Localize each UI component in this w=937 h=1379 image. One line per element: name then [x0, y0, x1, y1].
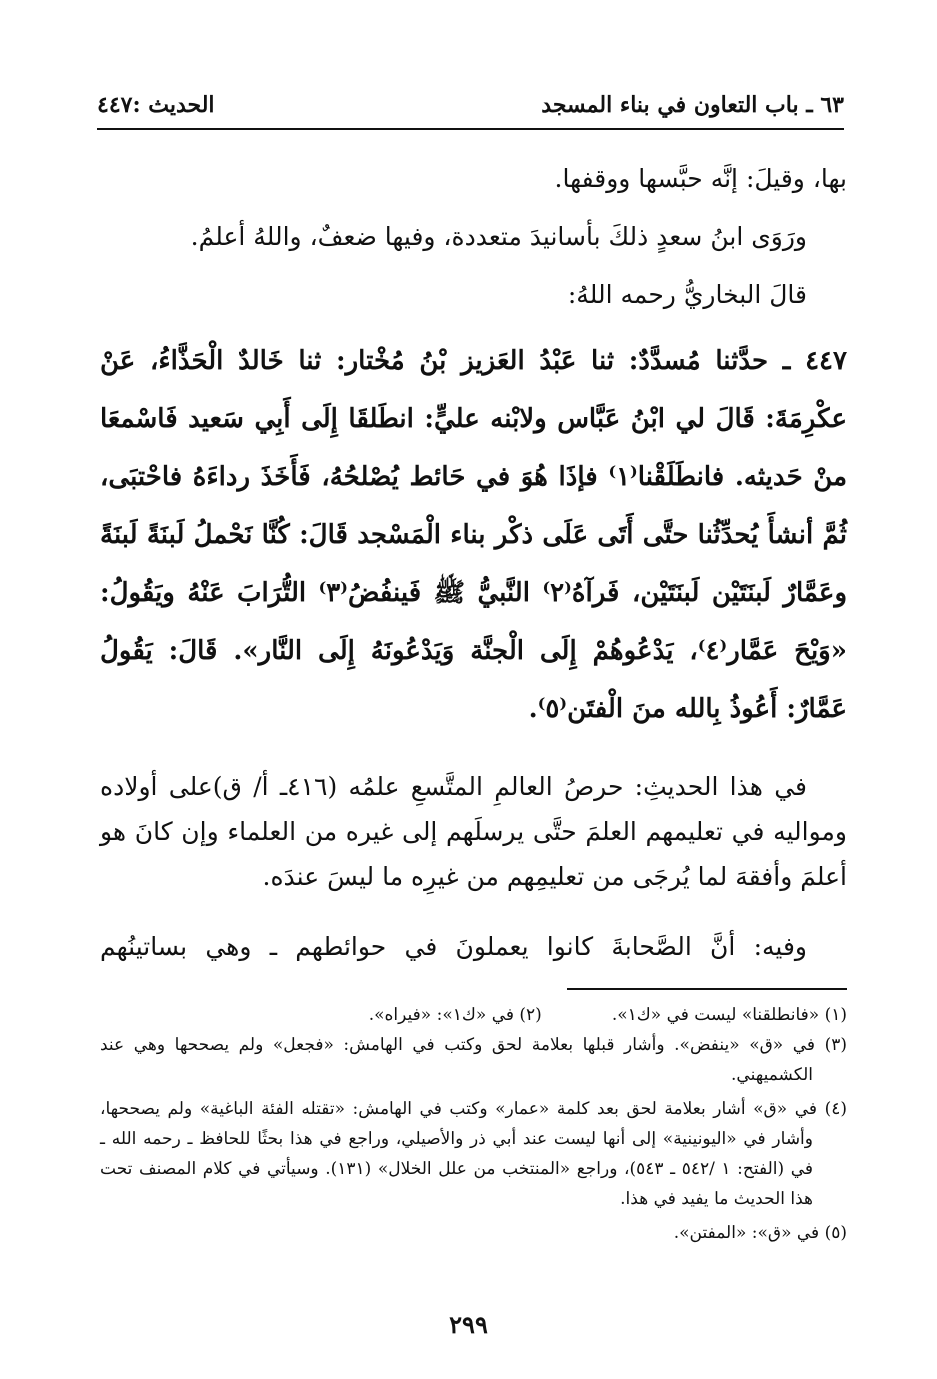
header-divider [97, 128, 844, 130]
footnote-3: (٣) في «ق» «ينفض». وأشار قبلها بعلامة لحق وكتب في الهامش: «فجعل» ولم يصححها وهي عند الكشميهني. [100, 1035, 847, 1085]
paragraph-bukhari-intro: قالَ البخاريُّ رحمه اللهُ: [567, 280, 807, 309]
footnote-1: (١) «فانطلقنا» ليست في «ك١». [611, 1005, 847, 1025]
footnote-divider [567, 988, 847, 990]
hadith-text: ٤٤٧ ـ حدَّثنا مُسدَّدٌ: ثنا عَبْدُ العَزيز بْنُ مُخْتار: ثنا خَالدٌ الْحَذَّاءُ، عَنْ عكْرِمَةَ: قَالَ لي ابْنُ عَبَّاس ولابْنه عليٍّ: انطَلقَا إِلَى أَبِي سَعيد فَاسْمعَا منْ حَديثه. فانطَلَقْنا⁽١⁾ فإذَا هُوَ في حَائط يُصْلحُهُ، فَأَخَذَ رداءَهُ فاحْتبَى، ثُمَّ أنشأَ يُحدِّثُنا حتَّى أَتَى عَلَى ذكْر بناء الْمَسْجد قَالَ: كُنَّا نَحْملُ لَبنَةً لَبنَةً وعَمَّارٌ لَبنَتَيْن لَبنَتَيْن، فَرآهُ⁽٢⁾ النَّبيُّ ﷺ فَينفُضُ⁽٣⁾ التُّرَابَ عَنْهُ ويَقُولُ: «وَيْحَ عَمَّار⁽٤⁾، يَدْعُوهُمْ إِلَى الْجنَّة وَيَدْعُونَهُ إِلَى النَّار». قَالَ: يَقُولُ عَمَّارٌ: أَعُوذُ بِالله منَ الْفتَن⁽٥⁾. [100, 346, 848, 724]
footnote-5: (٥) في «ق»: «المفتن». [673, 1223, 847, 1243]
footnote-4: (٤) في «ق» أشار بعلامة لحق بعد كلمة «عمار» وكتب في الهامش: «تقتله الفئة الباغية» ولم يصححها، وأشار في «اليونينية» إلى أنها ليست عند أبي ذر والأصيلي، وراجع في هذا بحثًا للحافظ ـ رحمه الله ـ في (الفتح: ١ /٥٤٢ ـ ٥٤٣)، وراجع «المنتخب من علل الخلال» (١٣١). وسيأتي في كلام المصنف تحت هذا الحديث ما يفيد في هذا. [100, 1099, 847, 1209]
footnote-row [100, 1000, 847, 1030]
page-number: ٢٩٩ [449, 1310, 488, 1339]
running-header [97, 92, 844, 128]
closing-paragraph: وفيه: أنَّ الصَّحابةَ كانوا يعملونَ في حوائطهم ـ وهي بساتينُهم [100, 932, 807, 961]
chapter-title: ٦٣ ـ باب التعاون في بناء المسجد [541, 92, 844, 118]
hadith-reference: الحديث :٤٤٧ [97, 92, 215, 118]
paragraph-continuation: بها، وقيلَ: إنَّه حبَّسها ووقفها. [554, 164, 847, 193]
paragraph-ibn-saad: ورَوَى ابنُ سعدٍ ذلكَ بأسانيدَ متعددة، وفيها ضعفٌ، واللهُ أعلمُ. [190, 222, 807, 251]
footnote-2: (٢) في «ك١»: «فيراه». [368, 1005, 542, 1025]
commentary-paragraph: في هذا الحديثِ: حرصُ العالمِ المتَّسعِ علمُه (٤١٦ـ أ/ ق)على أولاده ومواليه في تعليمهم العلمَ حتَّى يرسلَهم إلى غيره من العلماء وإن كانَ هو أعلمَ وأفقهَ لما يُرجَى من تعليمِهم من غيرِه ما ليسَ عندَه. [100, 772, 847, 891]
main-text [100, 150, 847, 994]
footnotes [100, 1000, 847, 1252]
